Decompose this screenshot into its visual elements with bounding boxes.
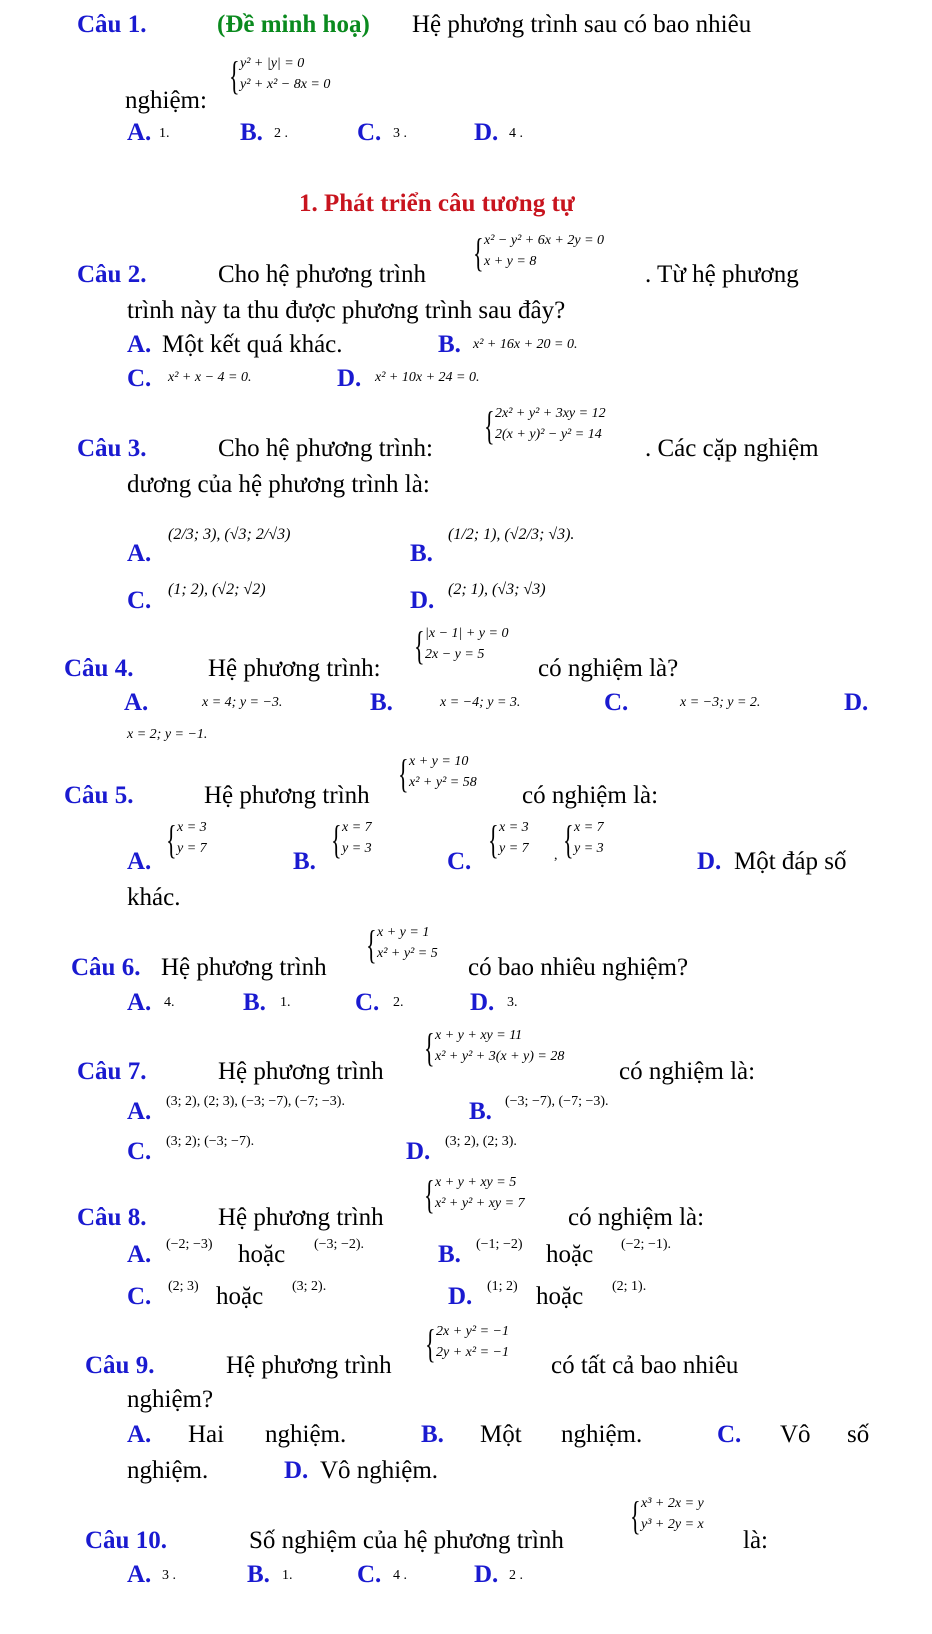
q6-label: Câu 6. — [71, 954, 141, 981]
q8-option-a-2: (−3; −2). — [314, 1237, 365, 1252]
q9-option-b-2: nghiệm. — [561, 1421, 643, 1448]
q3-option-a: (2/3; 3), (√3; 2/√3) — [168, 526, 291, 543]
q1-option-b-key: B. — [240, 119, 263, 146]
q3-text-3: dương của hệ phương trình là: — [127, 471, 430, 498]
q1-option-a-key: A. — [127, 119, 152, 146]
q6-option-d: 3. — [507, 995, 518, 1010]
q9-text-2: có tất cả bao nhiêu — [551, 1352, 739, 1379]
q1-label: Câu 1. — [77, 11, 147, 38]
q9-option-c-key: C. — [717, 1421, 742, 1448]
q2-option-c-key: C. — [127, 365, 152, 392]
q10-option-c-key: C. — [357, 1561, 382, 1588]
q5-option-d: Một đáp số — [734, 848, 847, 875]
q9-option-a-2: nghiệm. — [265, 1421, 347, 1448]
q6-text-2: có bao nhiêu nghiệm? — [468, 954, 689, 981]
q4-option-b: x = −4; y = 3. — [440, 695, 521, 710]
q9-option-c-3: nghiệm. — [127, 1457, 209, 1484]
q4-option-a-key: A. — [124, 689, 149, 716]
q1-option-d-key: D. — [474, 119, 499, 146]
q7-text-2: có nghiệm là: — [619, 1058, 756, 1085]
q5-text: Hệ phương trình — [204, 782, 370, 809]
q2-text: Cho hệ phương trình — [218, 261, 427, 288]
q10-text-2: là: — [743, 1527, 768, 1554]
q10-option-b-key: B. — [247, 1561, 270, 1588]
q6-text: Hệ phương trình — [161, 954, 327, 981]
q8-text: Hệ phương trình — [218, 1204, 384, 1231]
q8-option-c-key: C. — [127, 1283, 152, 1310]
q2-option-c: x² + x − 4 = 0. — [168, 370, 252, 385]
q2-option-b: x² + 16x + 20 = 0. — [473, 337, 578, 352]
q4-option-b-key: B. — [370, 689, 393, 716]
q6-option-b: 1. — [280, 995, 291, 1010]
q9-text: Hệ phương trình — [226, 1352, 392, 1379]
q2-text-2: . Từ hệ phương — [645, 261, 799, 288]
q9-option-b-key: B. — [421, 1421, 444, 1448]
q8-option-a-or: hoặc — [238, 1241, 286, 1268]
q9-option-c-2: số — [847, 1421, 870, 1448]
q3-option-a-key: A. — [127, 540, 152, 567]
q8-option-d-1: (1; 2) — [487, 1279, 518, 1294]
q10-option-b: 1. — [282, 1568, 293, 1583]
q7-option-c-key: C. — [127, 1138, 152, 1165]
q2-option-d: x² + 10x + 24 = 0. — [375, 370, 480, 385]
q7-option-c: (3; 2); (−3; −7). — [166, 1134, 255, 1149]
q8-label: Câu 8. — [77, 1204, 147, 1231]
q8-option-b-key: B. — [438, 1241, 461, 1268]
q10-option-a: 3 . — [162, 1568, 176, 1583]
q8-option-d-key: D. — [448, 1283, 473, 1310]
q9-option-d: Vô nghiệm. — [320, 1457, 439, 1484]
section-title: 1. Phát triển câu tương tự — [299, 190, 575, 217]
q10-label: Câu 10. — [85, 1527, 167, 1554]
q7-text: Hệ phương trình — [218, 1058, 384, 1085]
q1-option-d: 4 . — [509, 126, 523, 141]
q7-option-b-key: B. — [469, 1098, 492, 1125]
q4-option-a: x = 4; y = −3. — [202, 695, 283, 710]
q3-text: Cho hệ phương trình: — [218, 435, 433, 462]
q10-text: Số nghiệm của hệ phương trình — [249, 1527, 564, 1554]
q2-option-a: Một kết quá khác. — [162, 331, 343, 358]
q9-text-3: nghiệm? — [127, 1386, 214, 1413]
q6-option-d-key: D. — [470, 989, 495, 1016]
q1-tag: (Đề minh hoạ) — [217, 11, 370, 38]
q3-option-b: (1/2; 1), (√2/3; √3). — [448, 526, 575, 543]
q6-option-a-key: A. — [127, 989, 152, 1016]
q8-option-c-or: hoặc — [216, 1283, 264, 1310]
q1-text-2: nghiệm: — [125, 87, 207, 114]
q5-text-2: có nghiệm là: — [522, 782, 659, 809]
q3-text-2: . Các cặp nghiệm — [645, 435, 819, 462]
q5-label: Câu 5. — [64, 782, 134, 809]
q4-text-2: có nghiệm là? — [538, 655, 679, 682]
q3-option-c-key: C. — [127, 587, 152, 614]
q2-option-d-key: D. — [337, 365, 362, 392]
q3-option-d: (2; 1), (√3; √3) — [448, 581, 546, 598]
q4-text: Hệ phương trình: — [208, 655, 381, 682]
q1-option-a: 1. — [159, 126, 170, 141]
q10-option-d: 2 . — [509, 1568, 523, 1583]
q6-option-c-key: C. — [355, 989, 380, 1016]
q10-option-a-key: A. — [127, 1561, 152, 1588]
q5-option-b-key: B. — [293, 848, 316, 875]
q7-option-d-key: D. — [406, 1138, 431, 1165]
q8-option-b-1: (−1; −2) — [476, 1237, 523, 1252]
q4-option-c: x = −3; y = 2. — [680, 695, 761, 710]
q1-option-c-key: C. — [357, 119, 382, 146]
q9-option-d-key: D. — [284, 1457, 309, 1484]
q1-option-b: 2 . — [274, 126, 288, 141]
q9-option-a-key: A. — [127, 1421, 152, 1448]
q6-option-a: 4. — [164, 995, 175, 1010]
q4-option-d: x = 2; y = −1. — [127, 727, 208, 742]
q3-label: Câu 3. — [77, 435, 147, 462]
q2-option-a-key: A. — [127, 331, 152, 358]
q6-option-c: 2. — [393, 995, 404, 1010]
q8-option-d-2: (2; 1). — [612, 1279, 647, 1294]
q8-option-c-2: (3; 2). — [292, 1279, 327, 1294]
q8-option-b-or: hoặc — [546, 1241, 594, 1268]
q7-option-a-key: A. — [127, 1098, 152, 1125]
q2-option-b-key: B. — [438, 331, 461, 358]
q3-option-c: (1; 2), (√2; √2) — [168, 581, 266, 598]
q5-option-d-key: D. — [697, 848, 722, 875]
q8-option-a-key: A. — [127, 1241, 152, 1268]
q10-option-c: 4 . — [393, 1568, 407, 1583]
q5-option-d-2: khác. — [127, 884, 181, 911]
q8-option-a-1: (−2; −3) — [166, 1237, 213, 1252]
q5-option-a-key: A. — [127, 848, 152, 875]
q7-option-a: (3; 2), (2; 3), (−3; −7), (−7; −3). — [166, 1094, 345, 1109]
q8-option-b-2: (−2; −1). — [621, 1237, 672, 1252]
q7-option-b: (−3; −7), (−7; −3). — [505, 1094, 609, 1109]
q9-label: Câu 9. — [85, 1352, 155, 1379]
q9-option-a: Hai — [188, 1421, 225, 1448]
q4-option-d-key: D. — [844, 689, 869, 716]
q8-text-2: có nghiệm là: — [568, 1204, 705, 1231]
q2-label: Câu 2. — [77, 261, 147, 288]
q7-label: Câu 7. — [77, 1058, 147, 1085]
q4-option-c-key: C. — [604, 689, 629, 716]
q9-option-b: Một — [480, 1421, 522, 1448]
q10-option-d-key: D. — [474, 1561, 499, 1588]
q1-text: Hệ phương trình sau có bao nhiêu — [412, 11, 752, 38]
q2-text-3: trình này ta thu được phương trình sau đây? — [127, 297, 566, 324]
q1-option-c: 3 . — [393, 126, 407, 141]
q3-option-d-key: D. — [410, 587, 435, 614]
q9-option-c: Vô — [780, 1421, 811, 1448]
q8-option-c-1: (2; 3) — [168, 1279, 199, 1294]
q6-option-b-key: B. — [243, 989, 266, 1016]
q3-option-b-key: B. — [410, 540, 433, 567]
q4-label: Câu 4. — [64, 655, 134, 682]
q5-option-c-key: C. — [447, 848, 472, 875]
q7-option-d: (3; 2), (2; 3). — [445, 1134, 517, 1149]
q8-option-d-or: hoặc — [536, 1283, 584, 1310]
